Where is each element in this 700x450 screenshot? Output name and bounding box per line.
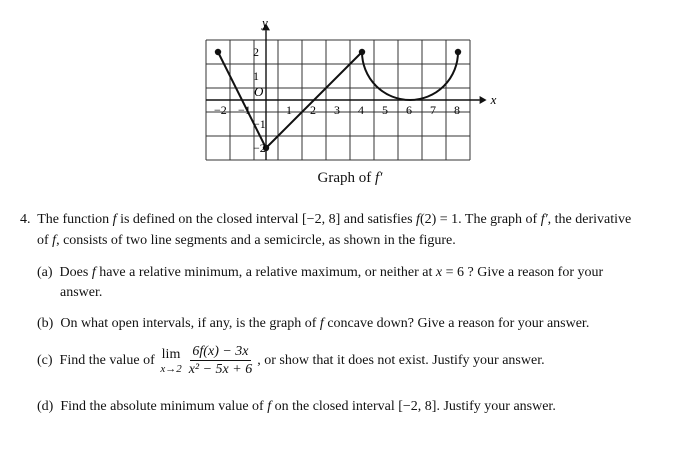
intro-text: of — [37, 233, 53, 248]
intro-f-prime: f′ — [540, 212, 548, 227]
semicircle — [362, 52, 458, 100]
part-d — [37, 396, 687, 417]
problem-number: 4. — [20, 212, 31, 227]
x-tick-label: 3 — [334, 103, 340, 117]
y-tick-label: −1 — [253, 117, 266, 131]
fraction-numerator: 6f(x) − 3x — [192, 344, 249, 359]
origin-label: O — [254, 84, 264, 99]
part-d-text: on the closed interval [−2, 8]. Justify your answer. — [271, 399, 556, 414]
fraction-denominator: x² − 5x + 6 — [188, 362, 253, 377]
y-tick-label: 1 — [253, 69, 259, 83]
graph-of-f-prime — [190, 12, 510, 177]
part-b — [37, 313, 687, 334]
part-d-label: (d) — [37, 399, 54, 414]
part-b-f: f — [319, 316, 324, 331]
part-c-label: (c) — [37, 353, 53, 368]
x-tick-label: 6 — [406, 103, 412, 117]
intro-text: , the derivative — [547, 212, 632, 227]
intro-text: (2) = 1. The graph of — [419, 212, 541, 227]
part-a-f: f — [91, 265, 96, 280]
y-tick-label: −2 — [253, 141, 266, 155]
part-b-text: On what open intervals, if any, is the graph of — [60, 316, 320, 331]
x-axis-arrow — [480, 96, 487, 104]
part-b-text: concave down? Give a reason for your answer. — [323, 316, 590, 331]
part-a-text: Does — [59, 265, 92, 280]
part-a-text: have a relative minimum, a relative maximum, or neither at — [95, 265, 436, 280]
part-c-text: Find the value of — [59, 353, 155, 368]
x-tick-label: 7 — [430, 103, 436, 117]
endpoint-dot — [455, 49, 461, 55]
limit-operator — [160, 346, 181, 376]
part-d-text: Find the absolute minimum value of — [60, 399, 268, 414]
intro-text: , consists of two line segments and a semicircle, as shown in the figure. — [56, 233, 456, 248]
endpoint-dot — [215, 49, 221, 55]
part-a — [37, 262, 687, 283]
part-c-text: , or show that it does not exist. Justify your answer. — [257, 353, 545, 368]
part-a-x: x — [435, 265, 443, 280]
part-c — [37, 343, 687, 378]
x-tick-label: 2 — [310, 103, 316, 117]
endpoint-dot — [359, 49, 365, 55]
graph-caption — [0, 170, 700, 187]
intro-f: f — [112, 212, 117, 227]
caption-prefix: Graph of — [317, 170, 376, 186]
axes — [206, 23, 487, 160]
intro-f: f — [416, 212, 420, 227]
intro-f: f — [52, 233, 57, 248]
lim-subscript: x→2 — [160, 362, 182, 375]
part-a-line2 — [60, 282, 102, 303]
part-b-label: (b) — [37, 316, 54, 331]
lim-word: lim — [161, 346, 181, 362]
intro-text: The function — [37, 212, 113, 227]
y-tick-label: 2 — [253, 45, 259, 59]
x-tick-label: 5 — [382, 103, 388, 117]
problem-intro — [20, 209, 690, 230]
x-axis-label: x — [490, 92, 497, 107]
part-a-text: = 6 ? Give a reason for your — [442, 265, 604, 280]
part-d-f: f — [267, 399, 272, 414]
part-a-label: (a) — [37, 265, 53, 280]
x-tick-label: 8 — [454, 103, 460, 117]
limit-fraction — [187, 343, 255, 378]
x-tick-label: −1 — [238, 103, 251, 117]
caption-function: f′ — [375, 170, 383, 186]
x-tick-label: 1 — [286, 103, 292, 117]
part-a-text: answer. — [60, 285, 103, 300]
x-tick-label: −2 — [214, 103, 227, 117]
problem-intro-line2 — [37, 230, 687, 251]
x-tick-label: 4 — [358, 103, 364, 117]
y-axis-label: y — [262, 14, 268, 30]
intro-text: is defined on the closed interval [−2, 8] and satisfies — [116, 212, 417, 227]
